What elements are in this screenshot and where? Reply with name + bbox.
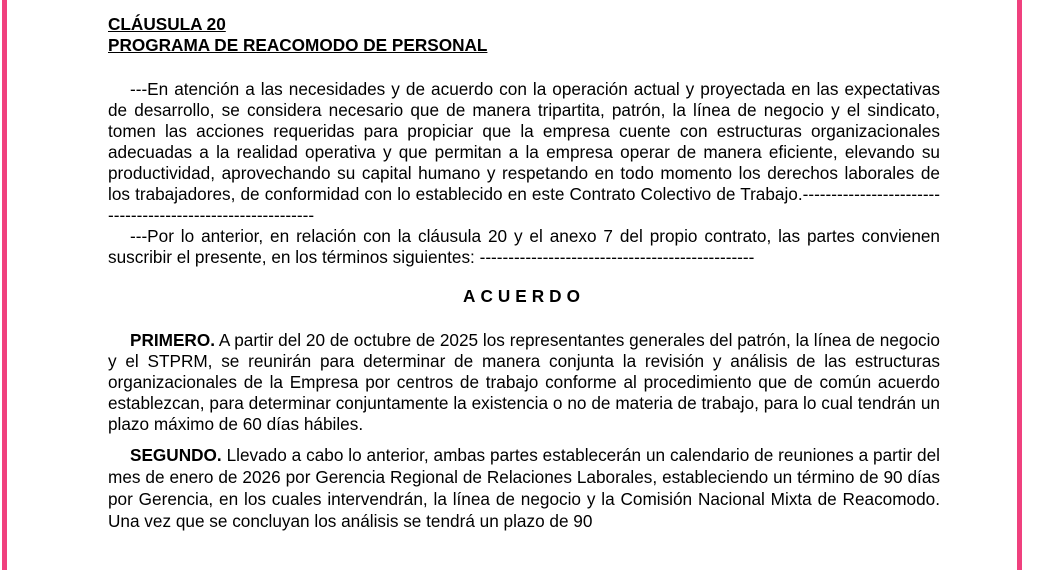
document-page (108, 14, 940, 532)
agreement-segundo (108, 444, 940, 532)
paragraph-intro: ---En atención a las necesidades y de acuerdo con la operación actual y proyectada en las expectativas de desarrollo, se considera necesario que de manera tripartita, patrón, la línea de negocio y el sindicato, tomen las acciones requeridas para propiciar que la empresa cuente con estructuras organizacionales adecuadas a la realidad operativa y que permitan a la empresa operar de manera eficiente, elevando su productividad, aprovechando su capital humano y respetando en todo momento los derechos laborales de los trabajadores, de conformidad con lo establecido en este Contrato Colectivo de Trabajo.------------------------------------------------------------ (108, 79, 940, 225)
paragraph-conditions: ---Por lo anterior, en relación con la cláusula 20 y el anexo 7 del propio contrato, las partes convienen suscribir el presente, en los términos siguientes: ------------------------------------------------ (108, 226, 940, 267)
agreement-primero (108, 330, 940, 435)
primero-label: PRIMERO. (130, 330, 215, 350)
clause-title: PROGRAMA DE REACOMODO DE PERSONAL (108, 35, 488, 55)
left-margin-bar (2, 0, 7, 570)
clause-number: CLÁUSULA 20 (108, 14, 226, 34)
primero-text: A partir del 20 de octubre de 2025 los representantes generales del patrón, la línea de negocio y el STPRM, se reunirán para determinar de manera conjunta la revisión y análisis de las estructuras organizacionales de la Empresa por centros de trabajo conforme al procedimiento que de común acuerdo establezcan, para determinar conjuntamente la existencia o no de materia de trabajo, para lo cual tendrán un plazo máximo de 60 días hábiles. (108, 330, 940, 434)
segundo-text: Llevado a cabo lo anterior, ambas partes establecerán un calendario de reuniones a partir del mes de enero de 2026 por Gerencia Regional de Relaciones Laborales, estableciendo un término de 90 días por Gerencia, en los cuales intervendrán, la línea de negocio y la Comisión Nacional Mixta de Reacomodo. Una vez que se concluyan los análisis se tendrá un plazo de 90 (108, 445, 940, 531)
segundo-label: SEGUNDO. (130, 445, 222, 465)
agreement-title: ACUERDO (463, 286, 585, 306)
right-margin-bar (1017, 0, 1022, 570)
